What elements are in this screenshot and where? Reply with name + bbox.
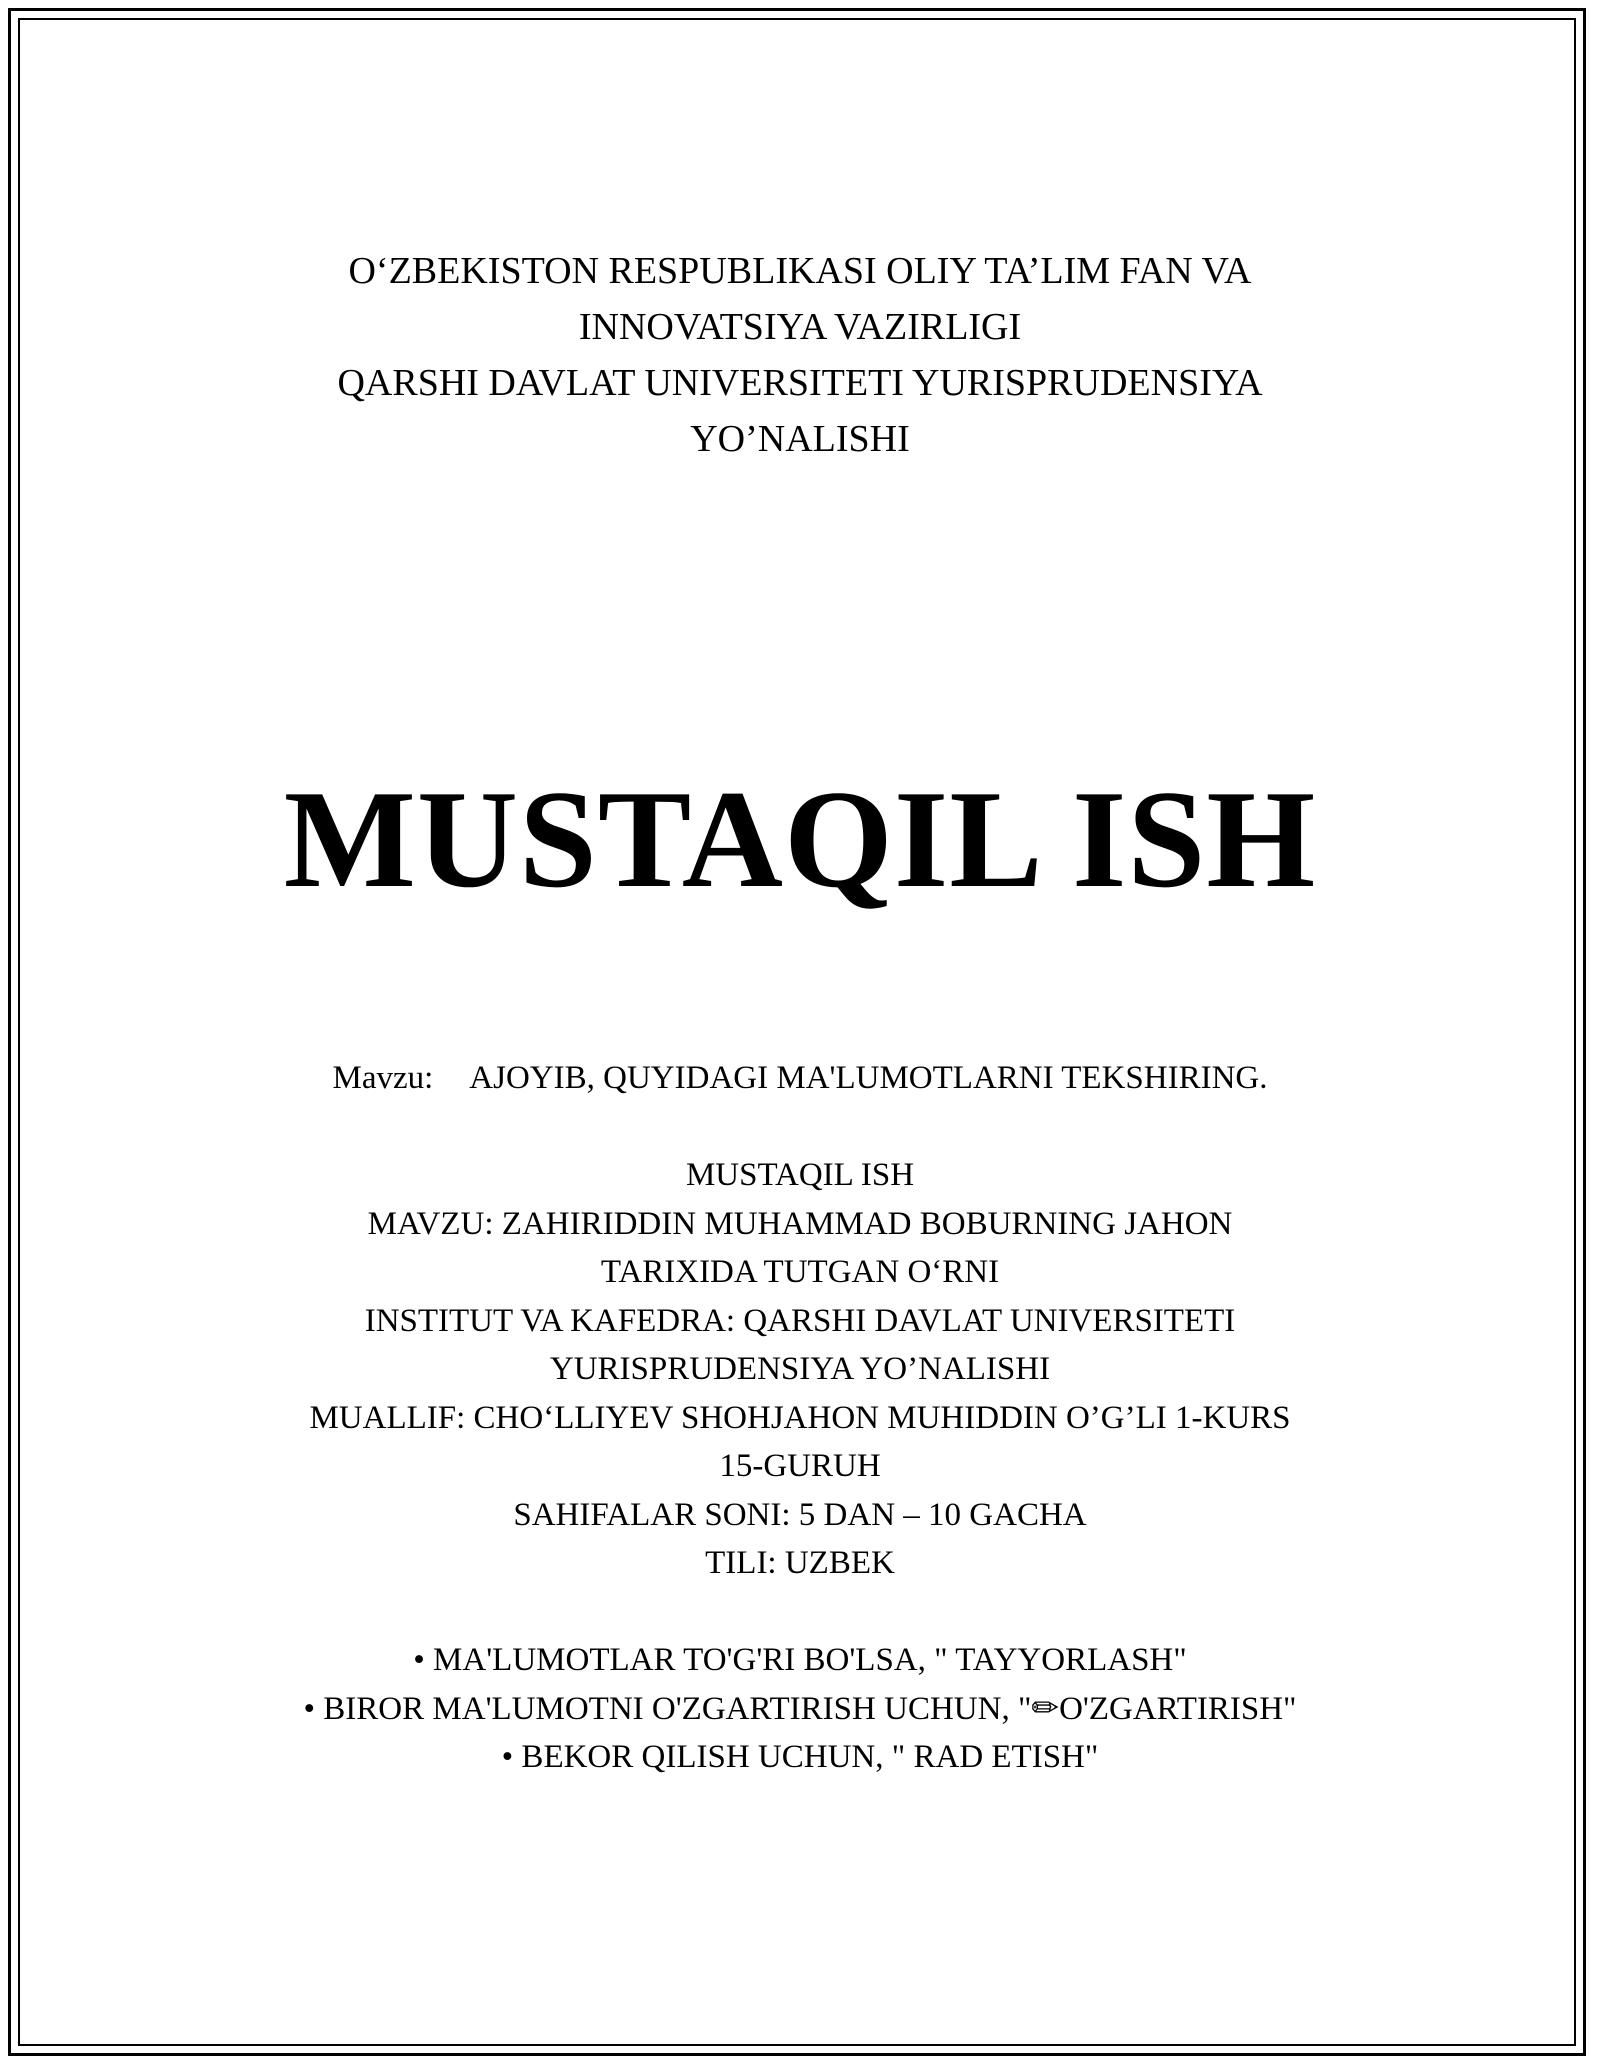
blank-line bbox=[0, 1588, 1600, 1637]
instruction-line: • BEKOR QILISH UCHUN, " RAD ETISH" bbox=[501, 1739, 1099, 1775]
header-line: INNOVATSIYA VAZIRLIGI bbox=[578, 306, 1022, 348]
detail-line: TILI: UZBEK bbox=[705, 1545, 895, 1581]
document-body bbox=[0, 1054, 1600, 1782]
institution-header bbox=[0, 243, 1600, 467]
document-title: MUSTAQIL ISH bbox=[283, 762, 1317, 917]
header-line: O‘ZBEKISTON RESPUBLIKASI OLIY TA’LIM FAN VA bbox=[348, 250, 1252, 292]
detail-line: MUSTAQIL ISH bbox=[685, 1157, 915, 1193]
instruction-line: • BIROR MA'LUMOTNI O'ZGARTIRISH UCHUN, "✏O'ZGARTIRISH" bbox=[303, 1690, 1297, 1727]
instruction-line: • MA'LUMOTLAR TO'G'RI BO'LSA, " TAYYORLASH" bbox=[413, 1642, 1187, 1678]
topic-value: AJOYIB, QUYIDAGI MA'LUMOTLARNI TEKSHIRING. bbox=[469, 1060, 1268, 1096]
blank-line bbox=[0, 1103, 1600, 1152]
detail-line: YURISPRUDENSIYA YO’NALISHI bbox=[549, 1351, 1051, 1387]
header-line: QARSHI DAVLAT UNIVERSITETI YURISPRUDENSIYA bbox=[337, 362, 1263, 404]
topic-line bbox=[0, 1054, 1600, 1103]
detail-line: 15-GURUH bbox=[719, 1448, 881, 1484]
detail-line: TARIXIDA TUTGAN O‘RNI bbox=[600, 1254, 1000, 1290]
detail-line: MAVZU: ZAHIRIDDIN MUHAMMAD BOBURNING JAHON bbox=[367, 1205, 1233, 1242]
topic-label: Mavzu: bbox=[332, 1060, 434, 1096]
header-line: YO’NALISHI bbox=[690, 418, 910, 460]
detail-line: MUALLIF: CHO‘LLIYEV SHOHJAHON MUHIDDIN O’G’LI 1-KURS bbox=[309, 1399, 1291, 1436]
detail-line: SAHIFALAR SONI: 5 DAN – 10 GACHA bbox=[513, 1496, 1087, 1533]
detail-line: INSTITUT VA KAFEDRA: QARSHI DAVLAT UNIVERSITETI bbox=[364, 1302, 1236, 1339]
